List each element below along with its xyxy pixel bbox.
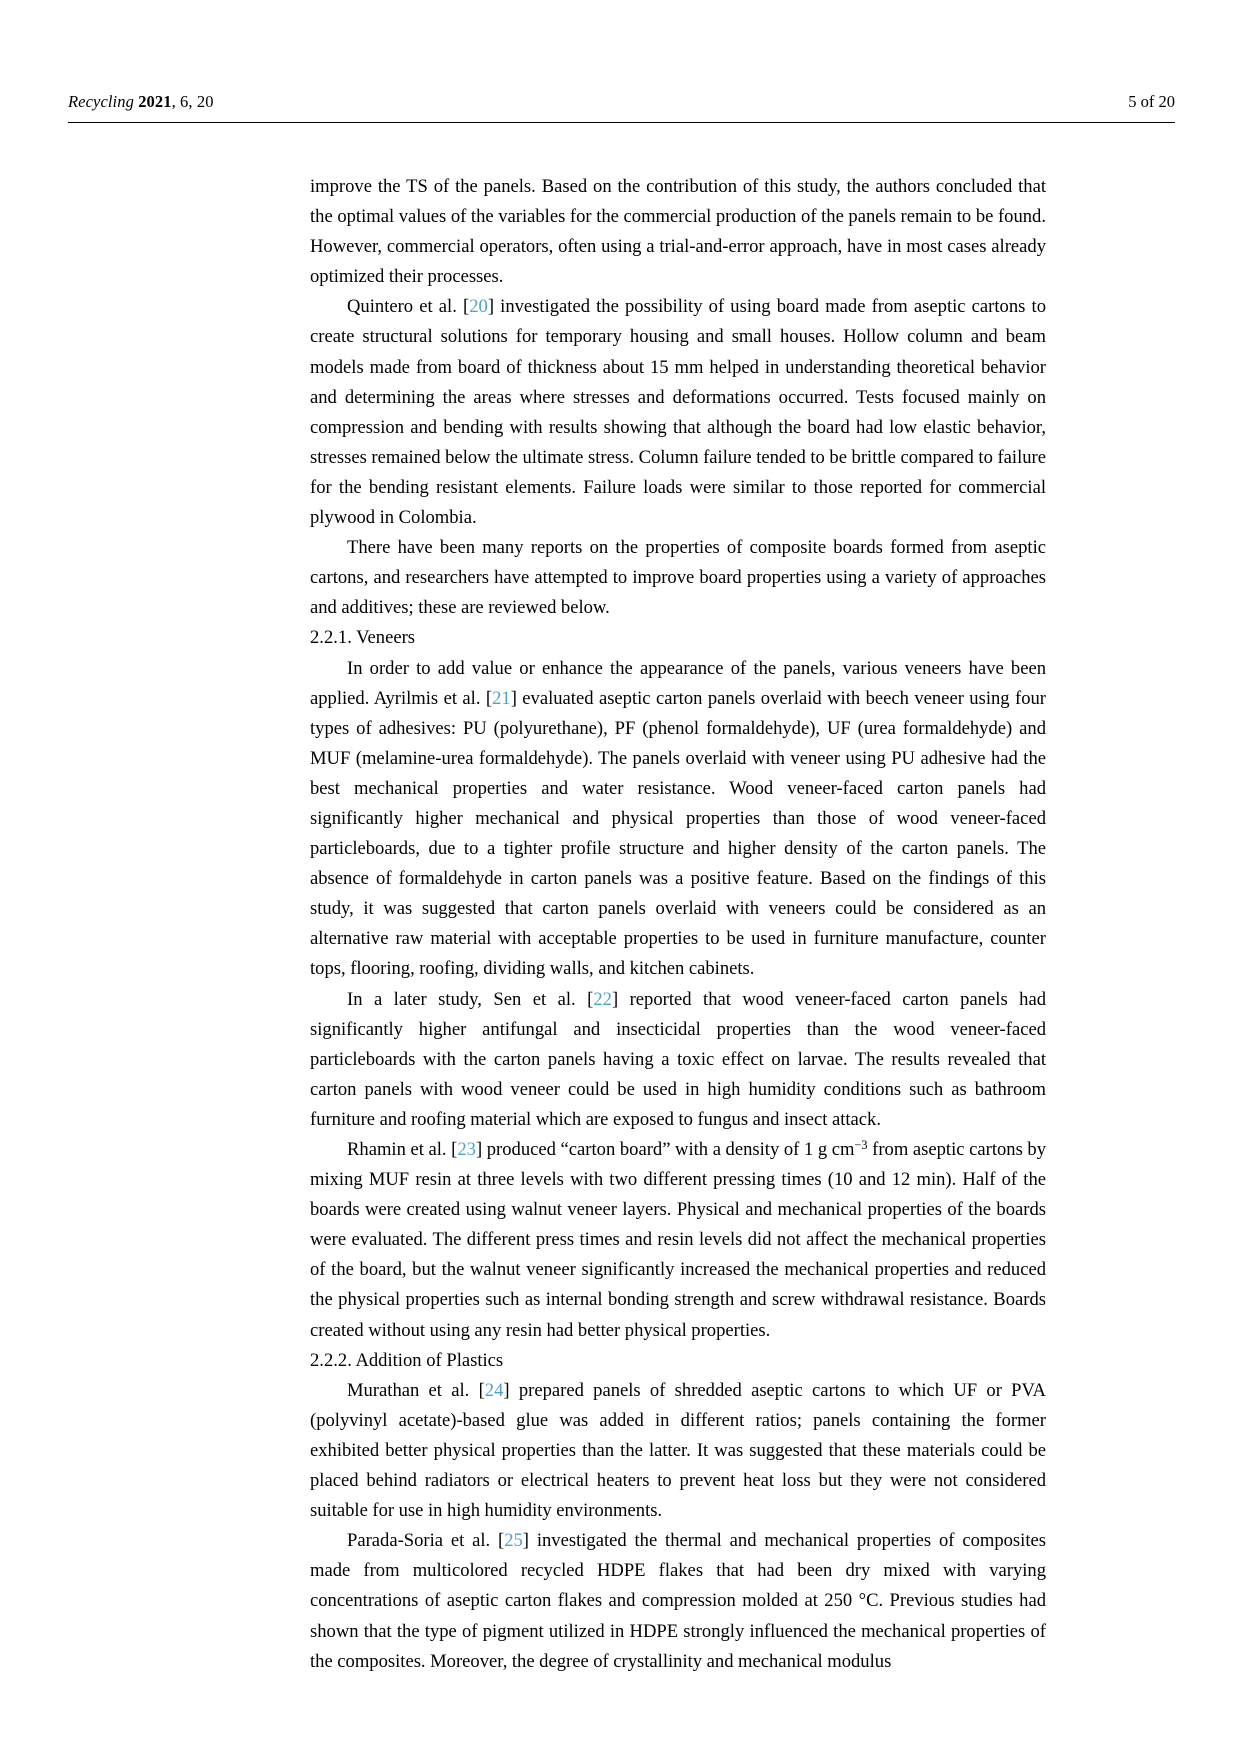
- paragraph-text-after-citation: ] investigated the possibility of using board made from aseptic cartons to create structural solutions for temporary housing and small houses. Hollow column and beam models made from board of thickness about 15 mm helped in understanding theoretical behavior and determining the areas where stresses and deformations occurred. Tests focused mainly on compression and bending with results showing that although the board had low elastic behavior, stresses remained below the ultimate stress. Column failure tended to be brittle compared to failure for the bending resistant elements. Failure loads were similar to those reported for commercial plywood in Colombia.: [310, 296, 1046, 529]
- paragraph-text-after-superscript: from aseptic cartons by mixing MUF resin at three levels with two different pressing times (10 and 12 min). Half of the boards were created using walnut veneer layers. Physical and mechanical properties of the boards were evaluated. The different press times and resin levels did not affect the mechanical properties of the board, but the walnut veneer significantly increased the mechanical properties and reduced the physical properties such as internal bonding strength and screw withdrawal resistance. Boards created without using any resin had better physical properties.: [310, 1139, 1047, 1341]
- paragraph-text-after-citation: ] evaluated aseptic carton panels overlaid with beech veneer using four types of adhesives: PU (polyurethane), PF (phenol formaldehyde), UF (urea formaldehyde) and MUF (melamine-urea formaldehyde). The panels overlaid with veneer using PU adhesive had the best mechanical properties and water resistance. Wood veneer-faced carton panels had significantly higher mechanical and physical properties than those of wood veneer-faced particleboards, due to a tighter profile structure and higher density of the carton panels. The absence of formaldehyde in carton panels was a positive feature. Based on the findings of this study, it was suggested that carton panels overlaid with veneers could be considered as an alternative raw material with acceptable properties to be used in furniture manufacture, counter tops, flooring, roofing, dividing walls, and kitchen cabinets.: [310, 687, 1046, 980]
- paragraph-text-before-citation: Quintero et al. [: [347, 296, 470, 318]
- paragraph-text-before-citation: Parada-Soria et al. [: [347, 1530, 505, 1552]
- journal-year: 2021: [138, 92, 172, 111]
- paragraph-text-before-citation: Murathan et al. [: [347, 1379, 485, 1401]
- running-head: [68, 92, 1175, 118]
- journal-name: Recycling: [68, 92, 134, 111]
- citation-link-24[interactable]: 24: [484, 1379, 504, 1401]
- paragraph-text-mid-citation: ] produced “carton board” with a density of 1 g cm: [475, 1139, 855, 1160]
- section-heading-2-2-2: 2.2.2. Addition of Plastics: [310, 1349, 504, 1371]
- superscript-exponent: −3: [854, 1138, 868, 1153]
- header-divider: [68, 122, 1175, 123]
- paragraph-continuation: improve the TS of the panels. Based on the contribution of this study, the authors concluded that the optimal values of the variables for the commercial production of the panels remain to be found. However, commercial operators, often using a trial-and-error approach, have in most cases already optimized their processes.: [310, 176, 1046, 288]
- paragraph-composite-boards: There have been many reports on the properties of composite boards formed from aseptic cartons, and researchers have attempted to improve board properties using a variety of approaches and additives; these are reviewed below.: [310, 537, 1046, 619]
- paragraph-text-before-citation: In a later study, Sen et al. [: [347, 988, 594, 1010]
- paragraph-murathan: [310, 1376, 1046, 1526]
- section-heading-2-2-1: 2.2.1. Veneers: [310, 627, 415, 649]
- paragraph-text-before-citation: Rhamin et al. [: [347, 1139, 458, 1160]
- journal-volume-issue: , 6, 20: [171, 92, 214, 111]
- page-indicator: 5 of 20: [1128, 92, 1175, 111]
- citation-link-20[interactable]: 20: [469, 296, 488, 318]
- paragraph-ayrilmis: [310, 654, 1046, 985]
- paragraph-text-before-citation: In order to add value or enhance the appearance of the panels, various veneers have been applied. Ayrilmis et al. [: [310, 657, 1046, 709]
- citation-link-23[interactable]: 23: [457, 1139, 476, 1160]
- paragraph-parada-soria: [310, 1526, 1046, 1676]
- paragraph-text-after-citation: ] reported that wood veneer-faced carton panels had significantly higher antifungal and insecticidal properties than the wood veneer-faced particleboards with the carton panels having a toxic effect on larvae. The results revealed that carton panels with wood veneer could be used in high humidity conditions such as bathroom furniture and roofing material which are exposed to fungus and insect attack.: [310, 988, 1046, 1130]
- paragraph-text-after-citation: ] investigated the thermal and mechanical properties of composites made from multicolored recycled HDPE flakes that had been dry mixed with varying concentrations of aseptic carton flakes and compression molded at 250 °C. Previous studies had shown that the type of pigment utilized in HDPE strongly influenced the mechanical properties of the composites. Moreover, the degree of crystallinity and mechanical modulus: [310, 1530, 1046, 1672]
- citation-link-22[interactable]: 22: [593, 988, 612, 1010]
- paragraph-text-after-citation: ] prepared panels of shredded aseptic cartons to which UF or PVA (polyvinyl acetate)-based glue was added in different ratios; panels containing the former exhibited better physical properties than the latter. It was suggested that these materials could be placed behind radiators or electrical heaters to prevent heat loss but they were not considered suitable for use in high humidity environments.: [310, 1379, 1046, 1522]
- paragraph-quintero: [310, 292, 1046, 533]
- citation-link-25[interactable]: 25: [504, 1530, 523, 1552]
- text-column: [310, 172, 1046, 1677]
- running-head-journal-citation: [68, 92, 214, 112]
- citation-link-21[interactable]: 21: [492, 687, 511, 709]
- paragraph-sen: [310, 985, 1046, 1135]
- paragraph-rhamin: [310, 1135, 1046, 1346]
